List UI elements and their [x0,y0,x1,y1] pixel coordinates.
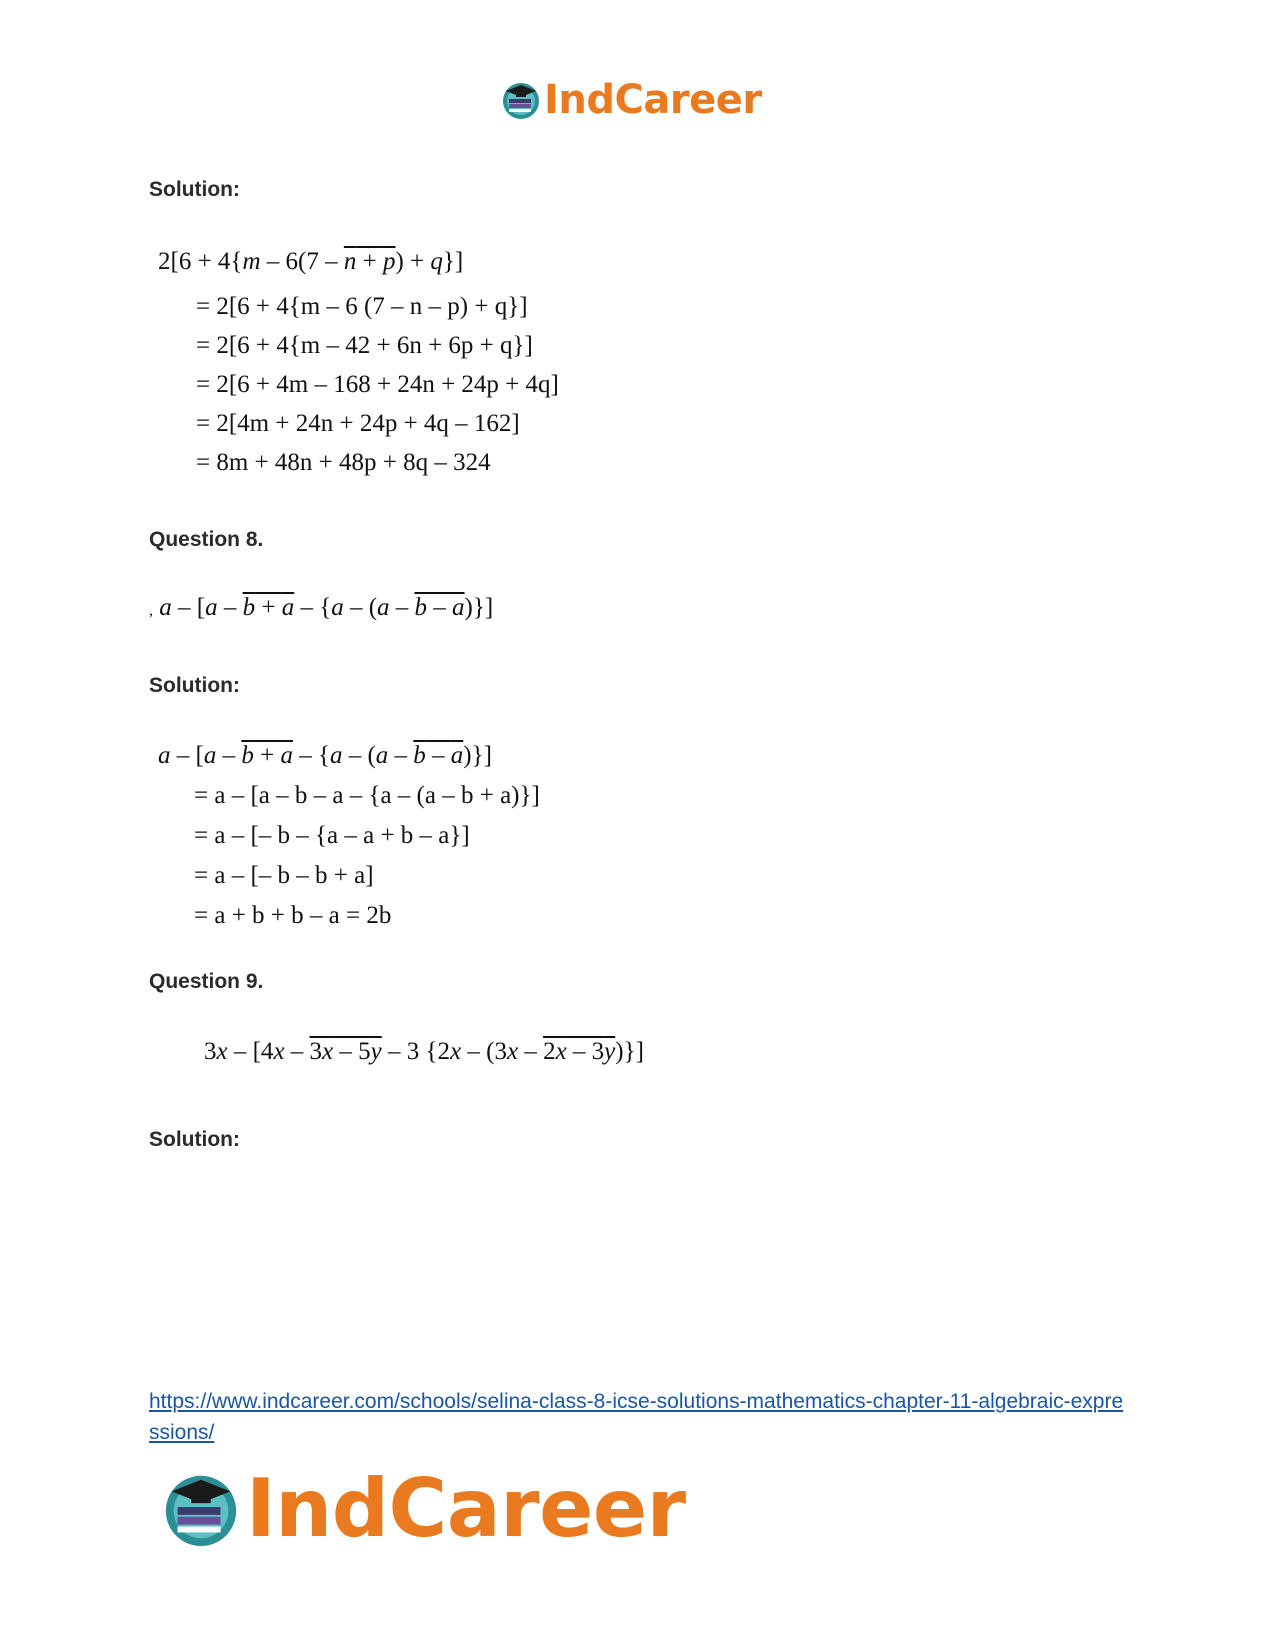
solution7-expression: 2[6 + 4{m – 6(7 – n + p) + q}] [158,248,464,275]
solution-heading: Solution: [149,1128,240,1151]
solution8-work [158,730,678,930]
solution8-expression: a – [a – b + a – {a – (a – b – a)}] [158,742,492,769]
solution7-step-3: = 2[6 + 4m – 168 + 24n + 24p + 4q] [196,371,559,398]
solution8-step-3: = a – [– b – b + a] [194,862,374,889]
brand-name: IndCareer [544,77,762,123]
brand-name: IndCareer [246,1462,686,1555]
solution8-step-1: = a – [a – b – a – {a – (a – b + a)}] [194,782,540,809]
indcareer-logo-top [500,78,762,122]
graduation-cap-globe-icon [500,79,542,121]
solution7-work [158,236,678,496]
question-8-expression: , a – [a – b + a – {a – (a – b – a)}] [149,594,494,621]
solution8-step-2: = a – [– b – {a – a + b – a}] [194,822,470,849]
source-url-link[interactable]: https://www.indcareer.com/schools/selina-class-8-icse-solutions-mathematics-chapter-11-algebraic-expressions/ [149,1390,1124,1444]
question-8-heading: Question 8. [149,528,264,551]
solution-heading: Solution: [149,674,240,697]
solution8-step-4: = a + b + b – a = 2b [194,902,392,929]
solution-heading: Solution: [149,178,240,201]
solution7-step-4: = 2[4m + 24n + 24p + 4q – 162] [196,410,520,437]
question-9-expression: 3x – [4x – 3x – 5y – 3 {2x – (3x – 2x – 3y)}] [204,1038,644,1065]
question-9-heading: Question 9. [149,970,264,993]
solution7-step-5: = 8m + 48n + 48p + 8q – 324 [196,449,491,476]
solution7-step-2: = 2[6 + 4{m – 42 + 6n + 6p + q}] [196,332,533,359]
solution7-step-1: = 2[6 + 4{m – 6 (7 – n – p) + q}] [196,293,528,320]
indcareer-logo-bottom [160,1464,686,1554]
graduation-cap-globe-icon [160,1468,242,1550]
